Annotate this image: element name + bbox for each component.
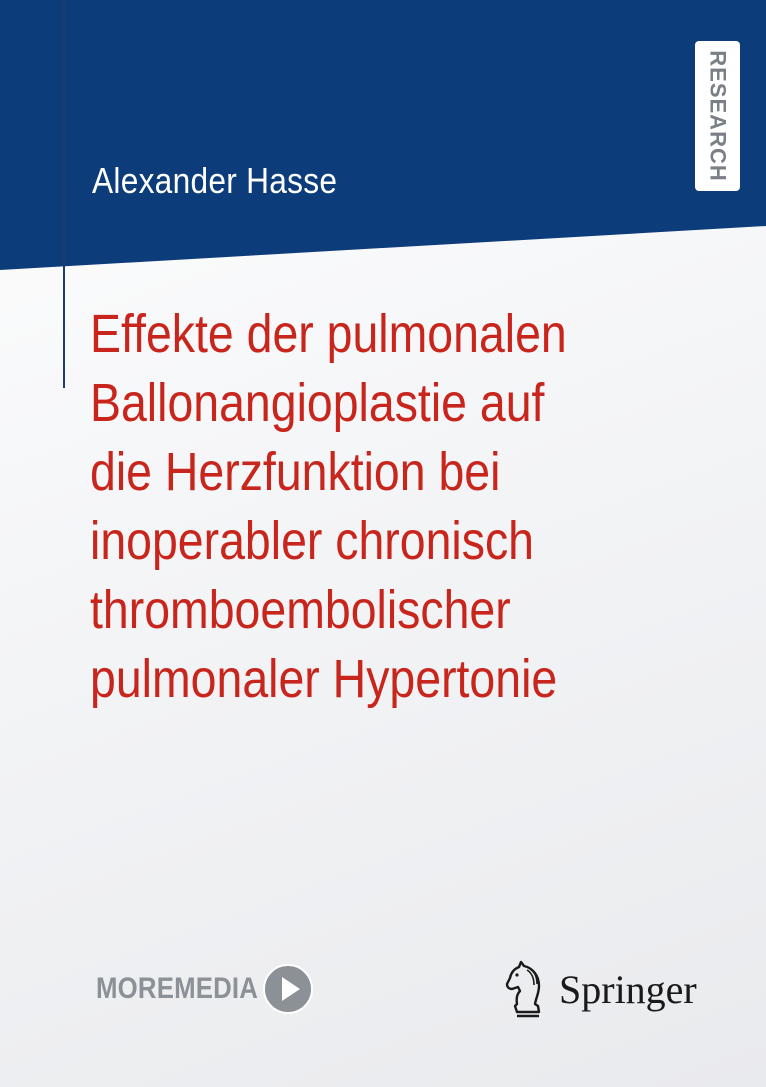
moremedia-badge — [96, 963, 314, 1015]
title-line: die Herzfunktion bei — [90, 442, 501, 502]
book-title — [90, 300, 640, 714]
play-circle-icon — [262, 963, 314, 1015]
title-line: thromboembolischer — [90, 580, 511, 640]
title-line: Effekte der pulmonalen — [90, 304, 567, 364]
publisher-logo — [505, 958, 697, 1020]
title-line: inoperabler chronisch — [90, 511, 535, 571]
author-name: Alexander Hasse — [92, 160, 338, 201]
title-line: pulmonaler Hypertonie — [90, 649, 558, 709]
publisher-name: Springer — [559, 966, 697, 1012]
springer-horse-icon — [505, 960, 551, 1018]
header-band-shape — [0, 0, 766, 280]
series-tag — [695, 41, 740, 191]
series-tag-label: RESEARCH — [705, 50, 731, 182]
moremedia-label: MOREMEDIA — [96, 972, 259, 1005]
header-band — [0, 0, 766, 280]
title-line: Ballonangioplastie auf — [90, 373, 545, 433]
vertical-rule — [63, 0, 65, 388]
